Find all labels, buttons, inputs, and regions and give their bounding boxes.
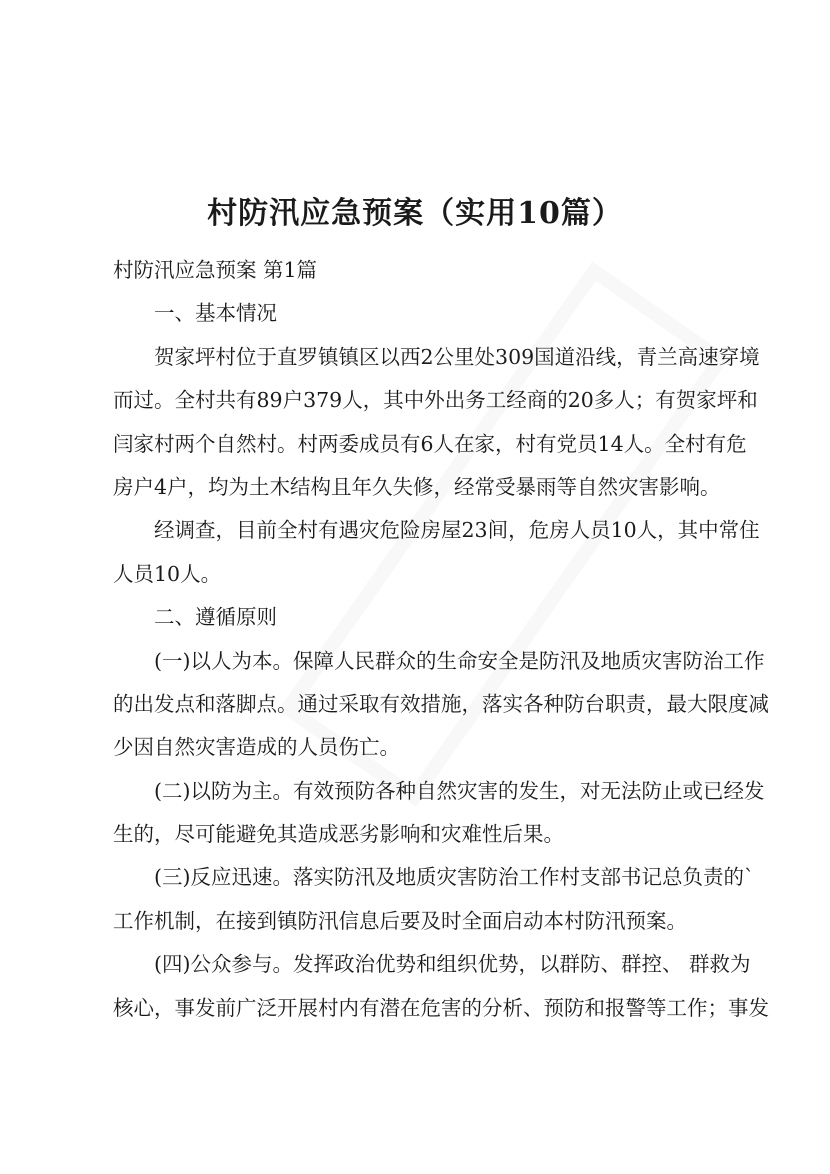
text-line: 核心，事发前广泛开展村内有潜在危害的分析、预防和报警等工作；事发 xyxy=(113,995,769,1020)
text-line: 少因自然灾害造成的人员伤亡。 xyxy=(113,735,400,760)
text-line: 的出发点和落脚点。通过采取有效措施，落实各种防台职责，最大限度减 xyxy=(113,691,769,716)
text-line: 经调查，目前全村有遇灾危险房屋23间，危房人员10人，其中常住 xyxy=(154,518,760,543)
text-line: 二、遵循原则 xyxy=(154,605,277,630)
text-line: 贺家坪村位于直罗镇镇区以西2公里处309国道沿线，青兰高速穿境 xyxy=(154,344,760,369)
text-line: (一)以人为本。保障人民群众的生命安全是防汛及地质灾害防治工作 xyxy=(154,648,765,673)
text-line: (四)公众参与。发挥政治优势和组织优势，以群防、群控、 群救为 xyxy=(154,952,751,977)
text-line: 闫家村两个自然村。村两委成员有6人在家，村有党员14人。全村有危 xyxy=(113,431,747,456)
document-title: 村防汛应急预案（实用10篇） xyxy=(207,196,623,232)
text-line: 村防汛应急预案 第1篇 xyxy=(113,258,318,282)
text-line: (二)以防为主。有效预防各种自然灾害的发生，对无法防止或已经发 xyxy=(154,778,765,803)
text-line: 工作机制，在接到镇防汛信息后要及时全面启动本村防汛预案。 xyxy=(113,908,687,933)
document-body xyxy=(113,254,769,1035)
text-line: (三)反应迅速。落实防汛及地质灾害防治工作村支部书记总负责的` xyxy=(154,865,755,890)
text-line: 人员10人。 xyxy=(113,561,222,586)
text-line: 一、基本情况 xyxy=(154,301,277,326)
text-line: 生的，尽可能避免其造成恶劣影响和灾难性后果。 xyxy=(113,822,564,847)
text-line: 房户4户，均为土木结构且年久失修，经常受暴雨等自然灾害影响。 xyxy=(113,474,721,499)
text-line: 而过。全村共有89户379人，其中外出务工经商的20多人；有贺家坪和 xyxy=(113,388,758,413)
